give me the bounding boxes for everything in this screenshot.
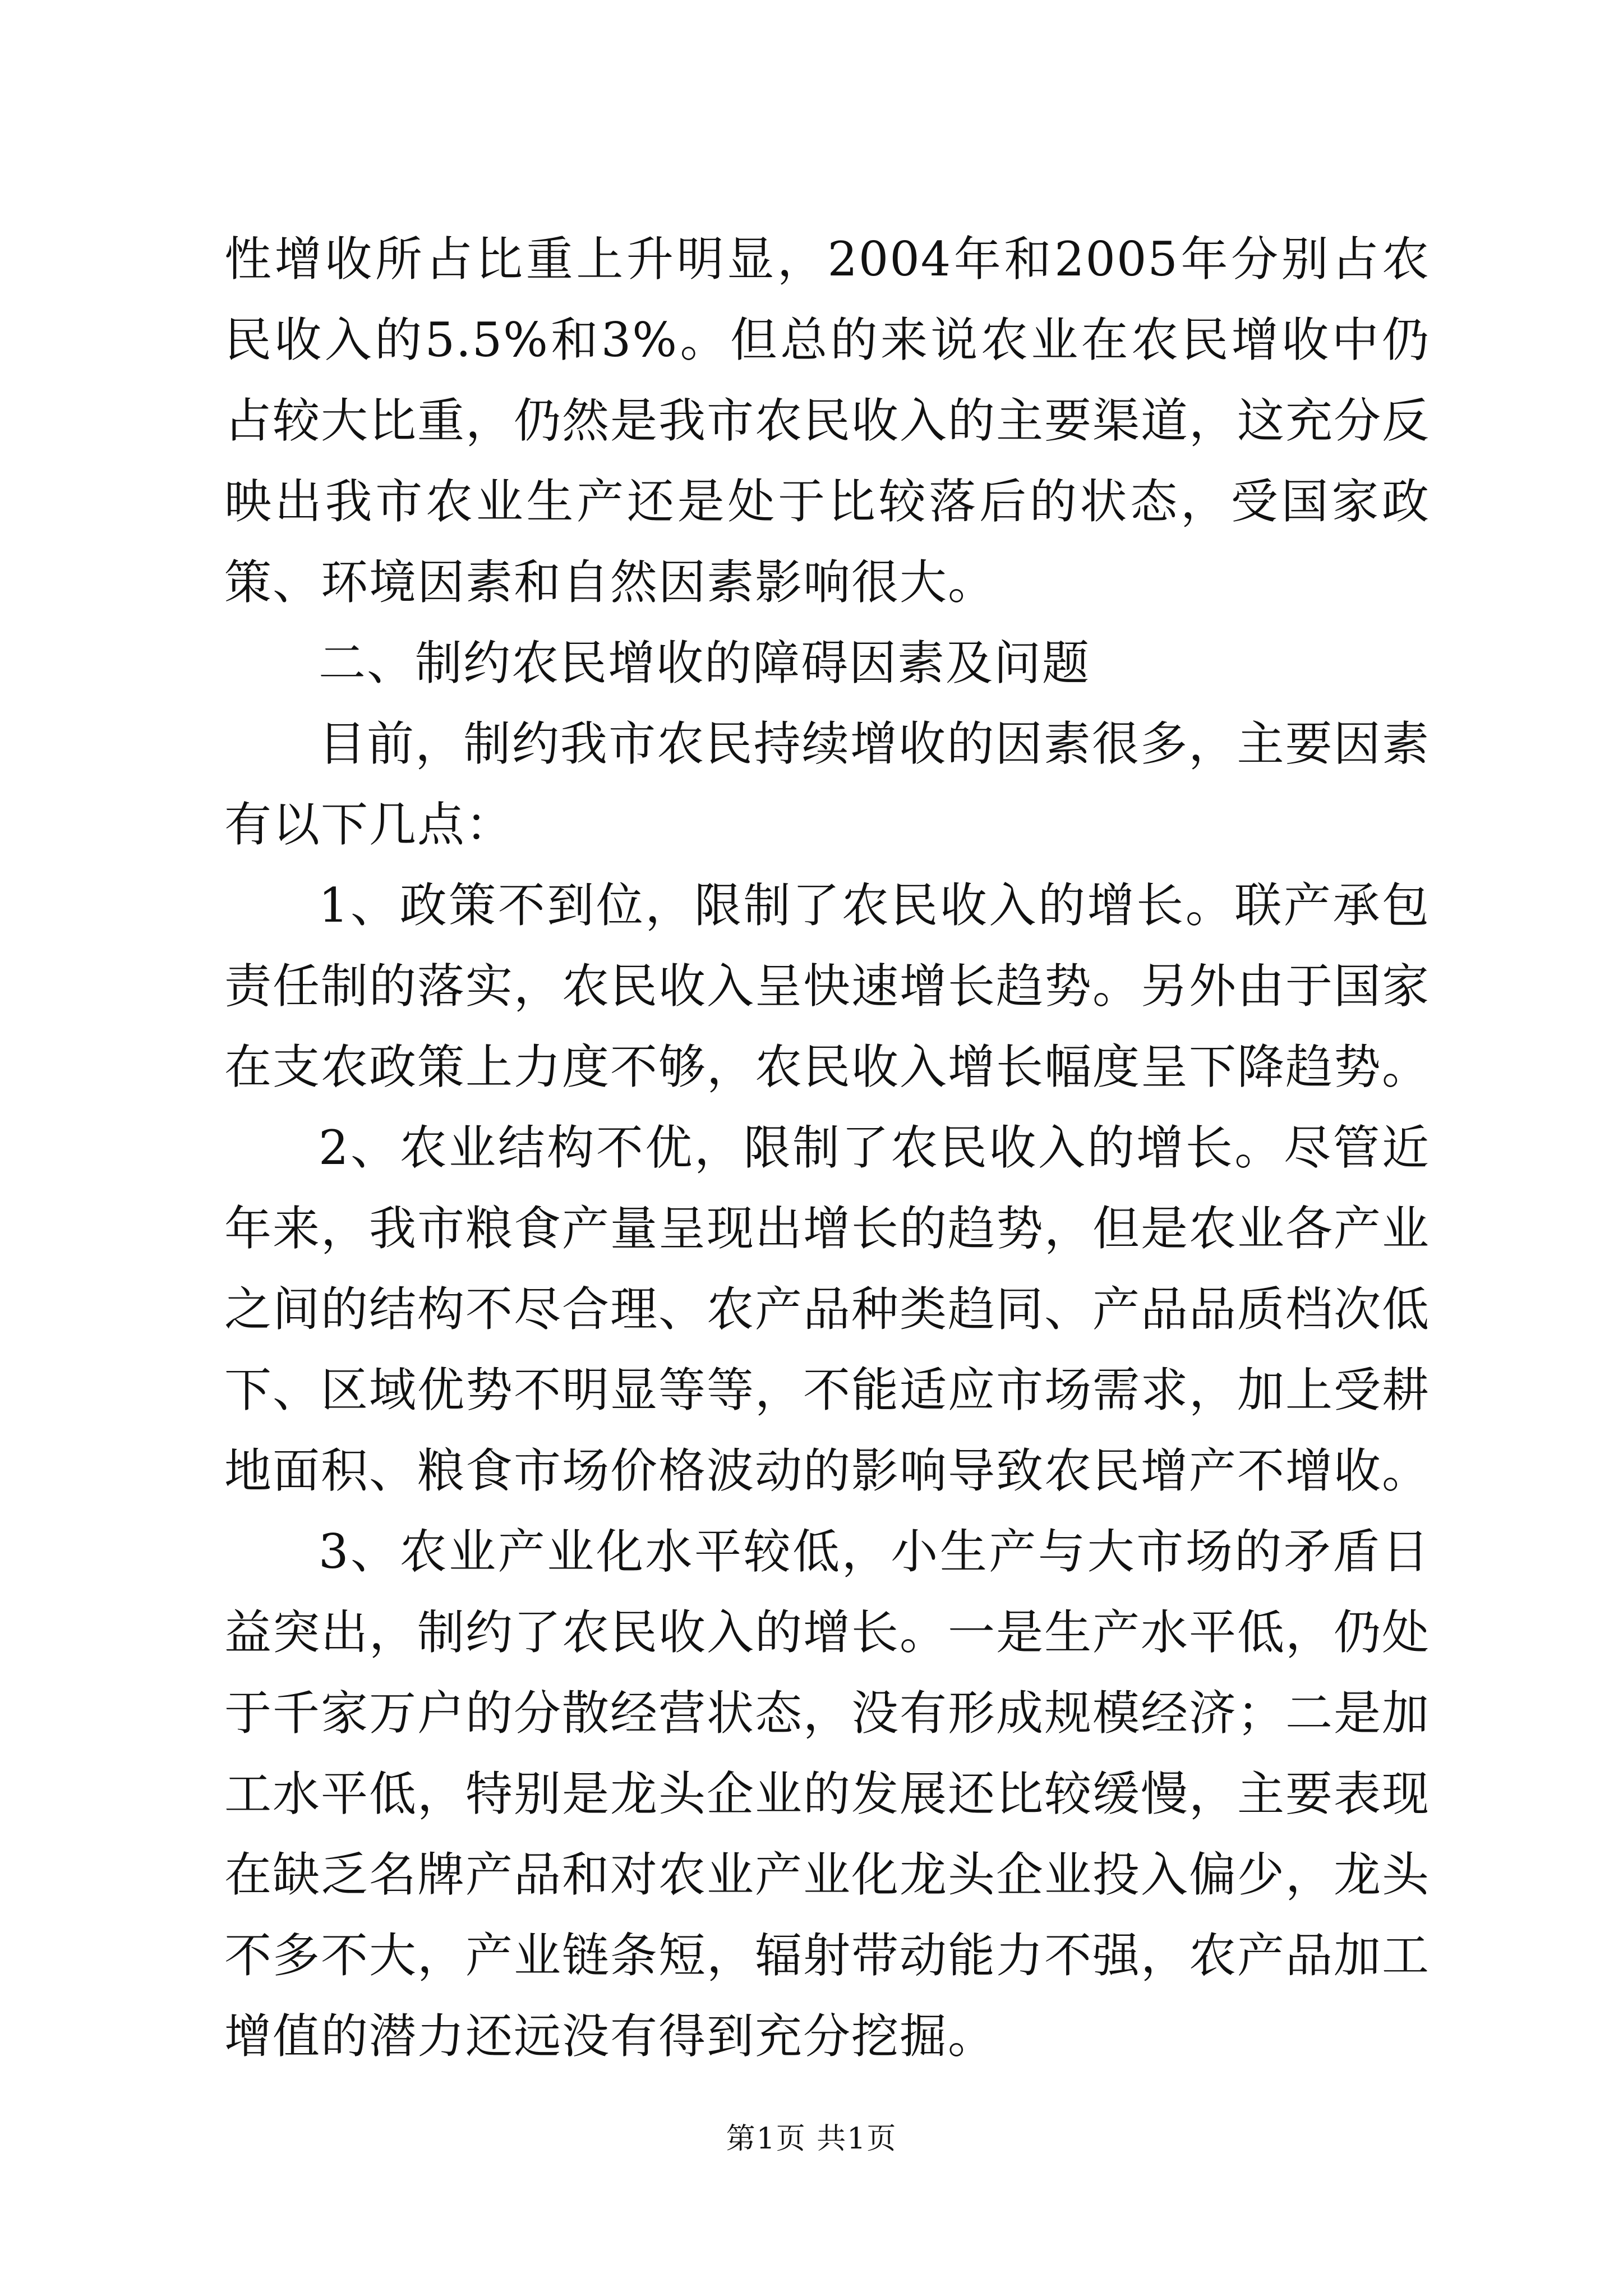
paragraph-item-2: 2、农业结构不优，限制了农民收入的增长。尽管近年来，我市粮食产量呈现出增长的趋势，但是农业各产业之间的结构不尽合理、农产品种类趋同、产品品质档次低下、区域优势不明显等等，不能适应市场需求，加上受耕地面积、粮食市场价格波动的影响导致农民增产不增收。	[224, 1120, 1431, 1498]
paragraph-item-3: 3、农业产业化水平较低，小生产与大市场的矛盾日益突出，制约了农民收入的增长。一是生产水平低，仍处于千家万户的分散经营状态，没有形成规模经济；二是加工水平低，特别是龙头企业的发展还比较缓慢，主要表现在缺乏名牌产品和对农业产业化龙头企业投入偏少，龙头不多不大，产业链条短，辐射带动能力不强，农产品加工增值的潜力还远没有得到充分挖掘。	[224, 1524, 1431, 2064]
section-heading: 二、制约农民增收的障碍因素及问题	[319, 636, 1091, 691]
page-footer: 第1页 共1页	[726, 2122, 897, 2156]
paragraph-item-1: 1、政策不到位，限制了农民收入的增长。联产承包责任制的落实，农民收入呈快速增长趋势。另外由于国家在支农政策上力度不够，农民收入增长幅度呈下降趋势。	[224, 878, 1431, 1094]
paragraph-intro: 目前，制约我市农民持续增收的因素很多，主要因素有以下几点：	[224, 716, 1430, 852]
document-body	[224, 219, 1430, 2077]
paragraph-continuation: 性增收所占比重上升明显，2004年和2005年分别占农民收入的5.5%和3%。但总的来说农业在农民增收中仍占较大比重，仍然是我市农民收入的主要渠道，这充分反映出我市农业生产还是处于比较落后的状态，受国家政策、环境因素和自然因素影响很大。	[224, 232, 1431, 610]
